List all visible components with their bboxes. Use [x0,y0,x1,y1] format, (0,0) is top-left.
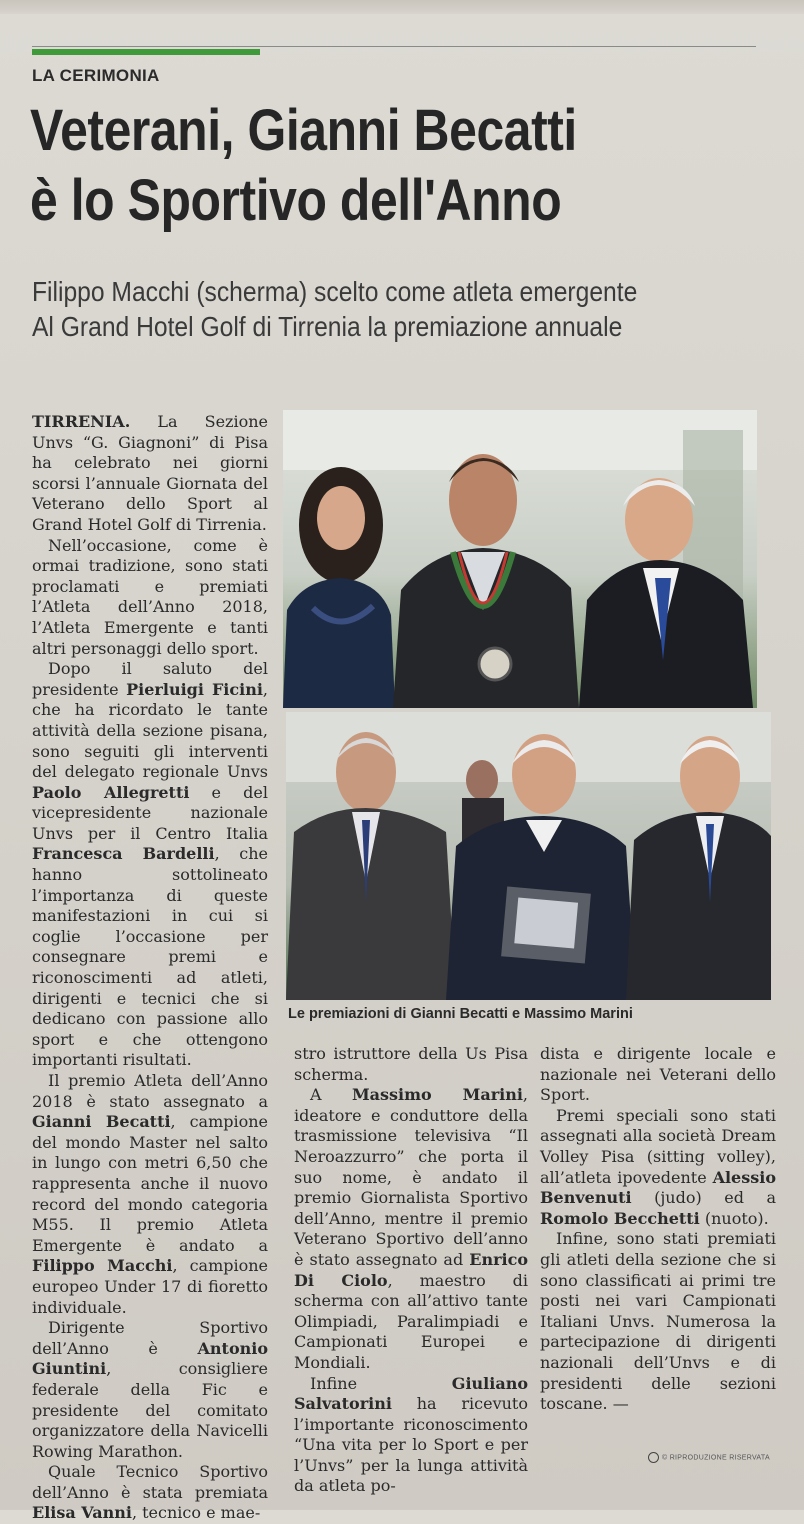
section-rule [32,46,756,47]
person-name: Alessio Benvenuti [540,1167,776,1208]
subhead-line-1: Filippo Macchi (scherma) scelto come atleta emergente [32,276,638,307]
person-name: Enrico Di Ciolo [294,1249,528,1290]
paragraph: Premi speciali sono stati assegnati alla società Dream Volley Pisa (sitting volley), all’atleta ipovedente Alessio Benvenuti (judo) ed a Romolo Becchetti (nuoto). [540,1105,776,1228]
copyright-notice: © RIPRODUZIONE RISERVATA [648,1452,770,1463]
paragraph: Il premio Atleta dell’Anno 2018 è stato assegnato a Gianni Becatti, campione del mondo Master nel salto in lungo con metri 6,50 che rappresenta anche il nuovo record del mondo categoria M55. Il premio Atleta Emergente è andato a Filippo Macchi, campione europeo Under 17 di fioretto individuale. [32,1071,268,1317]
headline-line-2: è lo Sportivo dell'Anno [30,168,562,233]
person-name: Gianni Becatti [32,1112,171,1132]
body-column-2 [294,1044,528,1497]
person-name: Pierluigi Ficini [126,679,263,699]
subhead-line-2: Al Grand Hotel Golf di Tirrenia la premiazione annuale [32,311,623,342]
photo-becatti-award [283,410,757,708]
paragraph: Quale Tecnico Sportivo dell’Anno è stata premiata Elisa Vanni, tecnico e mae- [32,1462,268,1523]
torn-top-edge [0,0,804,14]
person-name: Paolo Allegretti [32,782,190,802]
copyright-icon [648,1452,659,1463]
paragraph: stro istruttore della Us Pisa scherma. [294,1044,528,1084]
paragraph: Dopo il saluto del presidente Pierluigi Ficini, che ha ricordato le tante attività della sezione pisana, sono seguiti gli interventi del delegato regionale Unvs Paolo Allegretti e del vicepresidente nazionale Unvs per il Centro Italia Francesca Bardelli, che hanno sottolineato l’importanza di queste manifestazioni in cui si coglie l’occasione per consegnare premi e riconoscimenti ad atleti, dirigenti e tecnici che si dedicano con passione allo sport e che ottengono importanti risultati. [32,659,268,1070]
person-name: Romolo Becchetti [540,1208,700,1228]
dateline: TIRRENIA. [32,412,131,431]
paragraph: Dirigente Sportivo dell’Anno è Antonio Giuntini, consigliere federale della Fic e presidente del comitato organizzatore della Navicelli Rowing Marathon. [32,1318,268,1461]
photo-marini-award [286,712,771,1000]
subheadline [32,274,736,344]
photo-illustration [283,410,757,708]
headline-line-1: Veterani, Gianni Becatti [30,98,577,163]
paragraph: Nell’occasione, come è ormai tradizione, sono stati proclamati e premiati l’Atleta dell’Anno 2018, l’Atleta Emergente e tanti altri personaggi dello sport. [32,535,268,658]
paragraph: dista e dirigente locale e nazionale nei Veterani dello Sport. [540,1044,776,1105]
kicker: LA CERIMONIA [32,66,160,85]
person-name: Elisa Vanni [32,1503,132,1523]
person-name: Giuliano Salvatorini [294,1373,528,1414]
paragraph: Infine, sono stati premiati gli atleti della sezione che si sono classificati ai primi tre posti nei vari Campionati Italiani Unvs. Numerosa la partecipazione di dirigenti nazionali dell’Unvs e di presidenti delle sezioni toscane. — [540,1229,776,1414]
photo-illustration [286,712,771,1000]
person-name: Francesca Bardelli [32,844,215,864]
photo-caption: Le premiazioni di Gianni Becatti e Massimo Marini [288,1006,633,1022]
person-name: Massimo Marini [351,1085,523,1105]
person-name: Filippo Macchi [32,1256,173,1276]
section-accent-bar [32,49,260,55]
body-column-3 [540,1044,776,1415]
paragraph: Infine Giuliano Salvatorini ha ricevuto l’importante riconoscimento “Una vita per lo Sport e per l’Unvs” per la lunga attività da atleta po- [294,1373,528,1496]
body-column-1 [32,412,268,1524]
paragraph: TIRRENIA. La Sezione Unvs “G. Giagnoni” di Pisa ha celebrato nei giorni scorsi l’annuale Giornata del Veterano dello Sport al Grand Hotel Golf di Tirrenia. [32,412,268,534]
person-name: Antonio Giuntini [32,1338,268,1379]
headline [30,96,666,236]
paragraph: A Massimo Marini, ideatore e conduttore della trasmissione televisiva “Il Neroazzurro” che porta il suo nome, è andato il premio Giornalista Sportivo dell’Anno, mentre il premio Veterano Sportivo dell’anno è stato assegnato ad Enrico Di Ciolo, maestro di scherma con all’attivo tante Olimpiadi, Paralimpiadi e Campionati Europei e Mondiali. [294,1085,529,1372]
